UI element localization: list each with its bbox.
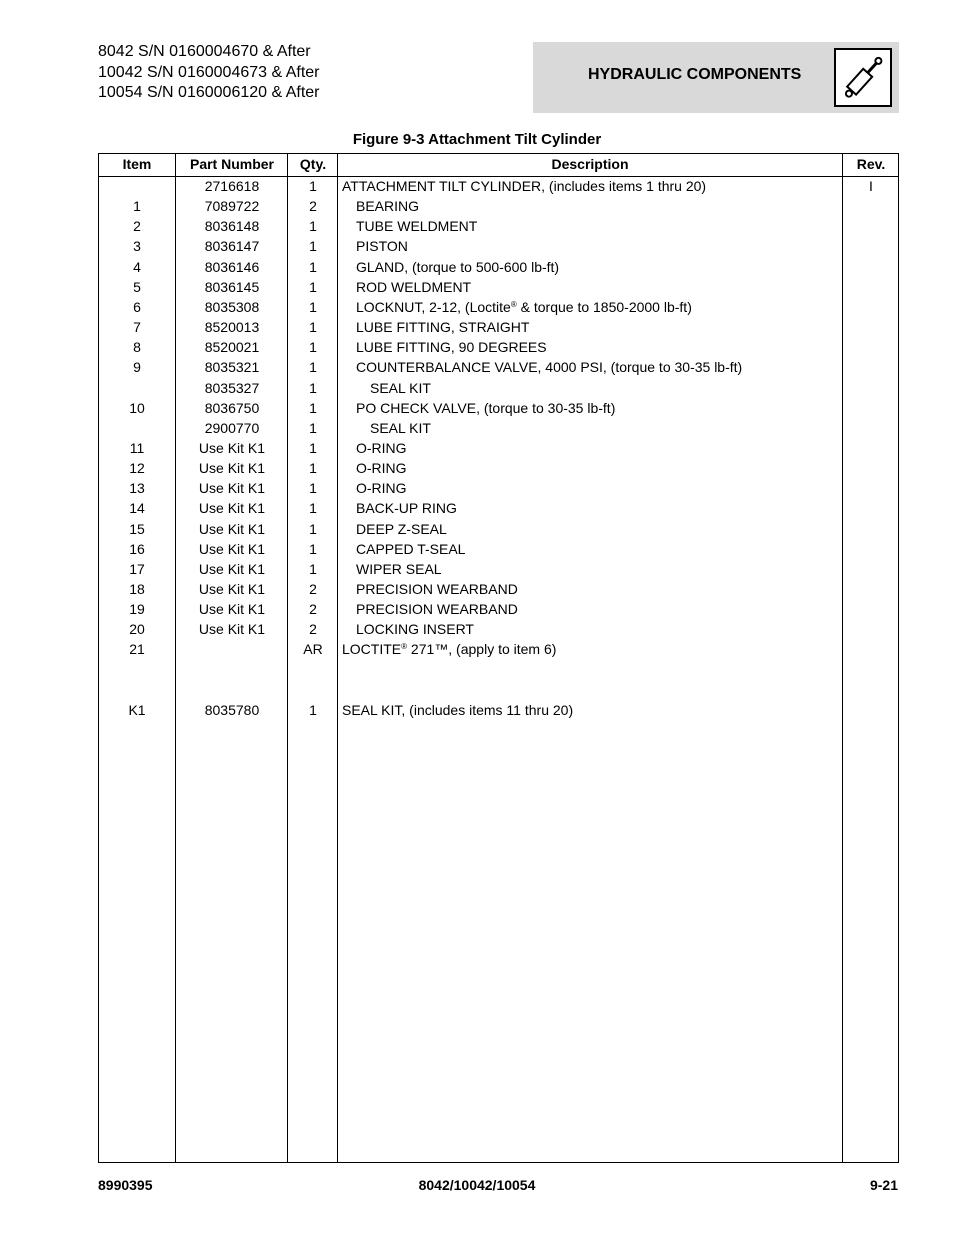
description-cell <box>342 498 457 518</box>
table-row <box>99 357 898 377</box>
serial-numbers <box>98 42 320 104</box>
table-row <box>99 398 898 418</box>
header-item: Item <box>122 156 152 172</box>
part-number-cell: Use Kit K1 <box>198 601 266 618</box>
serial-line: 10042 S/N 0160004673 & After <box>98 63 320 81</box>
item-cell: 8 <box>133 339 141 356</box>
table-row <box>99 257 898 277</box>
table-row <box>99 498 898 518</box>
description-text-continued: 271™, (apply to item 6) <box>407 641 557 658</box>
item-cell: 9 <box>133 359 141 376</box>
qty-cell: 1 <box>309 439 317 456</box>
part-number-cell: 2716618 <box>204 178 260 194</box>
table-row <box>99 559 898 579</box>
qty-cell: 1 <box>309 701 317 718</box>
table-row <box>99 458 898 478</box>
description-text: O-RING <box>356 439 407 456</box>
part-number-cell: 8036145 <box>204 278 260 295</box>
description-cell <box>342 277 471 297</box>
description-cell <box>342 357 742 377</box>
description-text: O-RING <box>356 460 407 477</box>
serial-line: 8042 S/N 0160004670 & After <box>98 43 311 60</box>
qty-cell: 1 <box>309 460 317 477</box>
item-cell: 19 <box>129 601 145 618</box>
table-row <box>99 599 898 619</box>
description-cell <box>342 438 407 458</box>
table-row <box>99 519 898 539</box>
section-title: HYDRAULIC COMPONENTS <box>588 66 802 83</box>
registered-mark: ® <box>401 642 408 652</box>
description-cell <box>342 519 447 539</box>
description-cell <box>342 639 556 659</box>
footer-page-number: 9-21 <box>869 1177 898 1193</box>
part-number-cell: 2900770 <box>204 419 260 436</box>
description-text-continued: & torque to 1850-2000 lb-ft) <box>516 298 692 315</box>
table-row <box>99 277 898 297</box>
description-text: DEEP Z-SEAL <box>356 520 447 537</box>
description-cell <box>342 216 477 236</box>
description-text: BEARING <box>356 198 420 215</box>
table-row <box>99 297 898 317</box>
parts-table <box>98 153 899 1163</box>
description-text: TUBE WELDMENT <box>356 218 478 235</box>
item-cell: 5 <box>133 278 141 295</box>
item-cell: 15 <box>129 520 145 537</box>
item-cell: 11 <box>129 439 145 456</box>
description-text: ROD WELDMENT <box>356 278 472 295</box>
part-number-cell: 8036148 <box>204 218 260 235</box>
item-cell: 10 <box>129 399 145 416</box>
description-text: LUBE FITTING, STRAIGHT <box>356 319 530 336</box>
figure-title: Figure 9-3 Attachment Tilt Cylinder <box>352 131 602 148</box>
table-row <box>99 236 898 256</box>
part-number-cell: 8035327 <box>204 379 260 396</box>
qty-cell: 1 <box>309 399 317 416</box>
description-cell <box>342 297 692 317</box>
part-number-cell: Use Kit K1 <box>198 560 266 577</box>
qty-cell: 2 <box>309 621 317 638</box>
item-cell: 12 <box>129 460 145 477</box>
header-qty: Qty. <box>299 156 327 172</box>
item-cell: 3 <box>133 238 141 255</box>
description-cell <box>342 317 529 337</box>
item-cell: 4 <box>133 258 141 275</box>
description-cell <box>342 337 547 357</box>
qty-cell: 1 <box>309 379 317 396</box>
item-cell: 16 <box>129 540 145 557</box>
qty-cell: 2 <box>309 601 317 618</box>
table-row <box>99 337 898 357</box>
table-row <box>99 639 898 659</box>
hydraulic-cylinder-icon <box>834 48 892 107</box>
part-number-cell: Use Kit K1 <box>198 480 266 497</box>
description-text: GLAND, (torque to 500-600 lb-ft) <box>356 258 560 275</box>
table-row <box>99 700 898 720</box>
description-cell <box>342 579 518 599</box>
description-cell <box>342 478 407 498</box>
description-cell <box>342 619 474 639</box>
item-cell: 1 <box>133 198 141 215</box>
part-number-cell: Use Kit K1 <box>198 540 266 557</box>
table-row <box>99 317 898 337</box>
description-cell <box>342 378 431 398</box>
serial-line: 10054 S/N 0160006120 & After <box>98 84 320 101</box>
description-cell <box>342 700 573 720</box>
description-text: PISTON <box>356 238 408 255</box>
qty-cell: 2 <box>309 581 317 597</box>
qty-cell: 1 <box>309 359 317 376</box>
part-number-cell: Use Kit K1 <box>198 621 266 638</box>
qty-cell: 1 <box>309 560 317 577</box>
part-number-cell: 8035321 <box>204 359 260 376</box>
table-row <box>99 196 898 216</box>
part-number-cell: 8036147 <box>204 238 260 255</box>
qty-cell: 1 <box>309 178 317 194</box>
part-number-cell: Use Kit K1 <box>198 460 266 477</box>
description-text: ATTACHMENT TILT CYLINDER, (includes items 1 thru 20) <box>342 178 707 194</box>
footer-doc-number: 8990395 <box>98 1177 153 1193</box>
table-row <box>99 619 898 639</box>
description-text: PRECISION WEARBAND <box>356 601 518 618</box>
table-row <box>99 438 898 458</box>
part-number-cell: Use Kit K1 <box>198 520 266 537</box>
part-number-cell: 8035780 <box>204 701 260 718</box>
part-number-cell: 8036750 <box>204 399 260 416</box>
description-text: LOCKING INSERT <box>356 621 474 638</box>
table-row <box>99 216 898 236</box>
qty-cell: 1 <box>309 319 317 336</box>
qty-cell: 1 <box>309 238 317 255</box>
part-number-cell: Use Kit K1 <box>198 581 266 597</box>
item-cell: 2 <box>133 218 141 235</box>
table-row <box>99 176 898 196</box>
header-rev: Rev. <box>856 156 886 172</box>
table-row <box>99 478 898 498</box>
item-cell: K1 <box>128 701 146 718</box>
item-cell: 7 <box>133 319 141 336</box>
qty-cell: 1 <box>309 339 317 356</box>
part-number-cell: 8520021 <box>204 339 260 356</box>
item-cell: 13 <box>129 480 145 497</box>
part-number-cell: Use Kit K1 <box>198 439 266 456</box>
qty-cell: 1 <box>309 419 317 436</box>
description-cell <box>342 539 465 559</box>
part-number-cell: 8036146 <box>204 258 260 275</box>
description-text: PO CHECK VALVE, (torque to 30-35 lb-ft) <box>356 399 616 416</box>
part-number-cell: 7089722 <box>204 198 260 215</box>
description-text: SEAL KIT <box>370 379 431 396</box>
description-text: SEAL KIT <box>370 419 431 436</box>
header-part-number: Part Number <box>189 156 275 172</box>
qty-cell: 1 <box>309 500 317 517</box>
item-cell: 21 <box>129 641 145 658</box>
description-cell <box>342 559 442 579</box>
registered-mark: ® <box>510 299 517 309</box>
description-text: O-RING <box>356 480 407 497</box>
description-text: LOCKNUT, 2-12, (Loctite <box>356 298 511 315</box>
qty-cell: 1 <box>309 520 317 537</box>
qty-cell: 2 <box>309 198 317 215</box>
rev-cell: I <box>869 178 873 194</box>
header-description: Description <box>551 156 629 172</box>
table-row <box>99 378 898 398</box>
description-cell <box>342 257 559 277</box>
description-text: CAPPED T-SEAL <box>356 540 466 557</box>
qty-cell: 1 <box>309 540 317 557</box>
table-row <box>99 660 898 680</box>
description-text: LOCTITE <box>342 641 402 658</box>
description-text: LUBE FITTING, 90 DEGREES <box>356 339 547 356</box>
item-cell: 18 <box>129 581 145 597</box>
item-cell: 17 <box>129 560 145 577</box>
description-cell <box>342 196 419 216</box>
description-text: PRECISION WEARBAND <box>356 581 518 597</box>
qty-cell: 1 <box>309 218 317 235</box>
footer-models: 8042/10042/10054 <box>418 1177 536 1193</box>
qty-cell: 1 <box>309 258 317 275</box>
description-cell <box>342 236 408 256</box>
description-cell <box>342 398 615 418</box>
description-cell <box>342 599 518 619</box>
part-number-cell: 8520013 <box>204 319 260 336</box>
qty-cell: 1 <box>309 480 317 497</box>
description-text: BACK-UP RING <box>356 500 457 517</box>
description-cell <box>342 418 431 438</box>
table-row <box>99 680 898 700</box>
qty-cell: 1 <box>309 278 317 295</box>
description-text: SEAL KIT, (includes items 11 thru 20) <box>342 701 574 718</box>
description-text: WIPER SEAL <box>356 560 442 577</box>
table-row <box>99 579 898 599</box>
item-cell: 20 <box>129 621 145 638</box>
table-row <box>99 418 898 438</box>
qty-cell: AR <box>303 641 323 658</box>
part-number-cell: Use Kit K1 <box>198 500 266 517</box>
item-cell: 14 <box>129 500 145 517</box>
description-text: COUNTERBALANCE VALVE, 4000 PSI, (torque to 30-35 lb-ft) <box>356 359 743 376</box>
section-header-box <box>533 42 899 113</box>
description-cell <box>342 458 407 478</box>
qty-cell: 1 <box>309 298 317 315</box>
table-row <box>99 539 898 559</box>
part-number-cell: 8035308 <box>204 298 260 315</box>
description-cell <box>342 176 706 196</box>
item-cell: 6 <box>133 298 141 315</box>
